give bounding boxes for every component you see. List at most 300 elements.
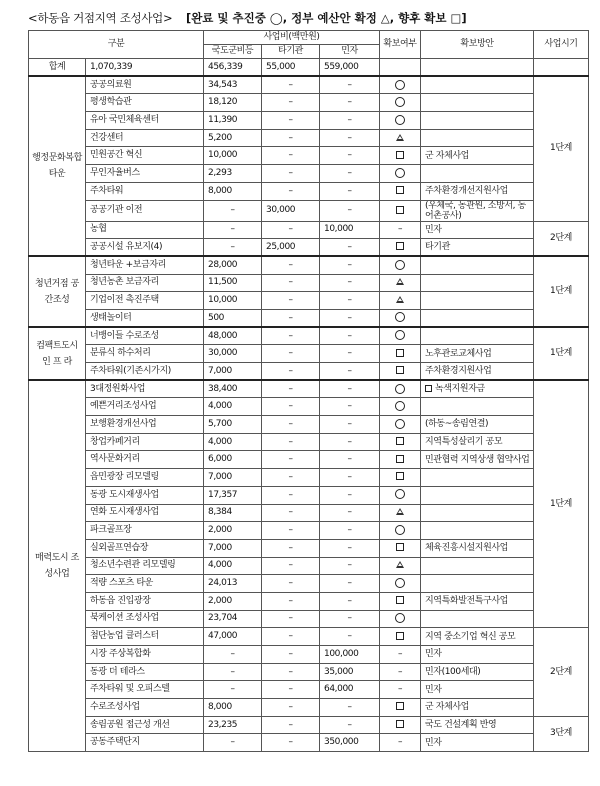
value-other: – xyxy=(262,398,320,416)
value-private: – xyxy=(320,592,380,610)
value-national: 11,500 xyxy=(204,274,262,292)
square-mark-icon xyxy=(396,186,404,194)
group-name: 청년거점 공간조성 xyxy=(29,256,86,327)
secured-mark xyxy=(380,398,421,416)
item-name: 청년농촌 보금자리 xyxy=(86,274,204,292)
table-row xyxy=(29,646,589,664)
budget-table xyxy=(28,30,589,752)
funding-plan-text: 민자(100세대) xyxy=(425,667,481,678)
value-private: 350,000 xyxy=(320,734,380,752)
square-mark-icon xyxy=(396,242,404,250)
heading-legend: [완료 및 추진중 ◯, 정부 예산안 확정 △, 향후 확보 □] xyxy=(185,11,467,25)
square-bullet-icon xyxy=(425,385,432,392)
secured-mark xyxy=(380,433,421,451)
table-row xyxy=(29,416,589,434)
funding-plan-text: 지역특성살리기 공모 xyxy=(425,437,503,448)
table-row xyxy=(29,469,589,487)
circle-mark-icon xyxy=(395,489,405,499)
value-private: – xyxy=(320,363,380,381)
secured-mark xyxy=(380,522,421,540)
item-name: 수로조성사업 xyxy=(86,699,204,717)
value-other: – xyxy=(262,663,320,681)
secured-mark xyxy=(380,610,421,628)
table-row xyxy=(29,663,589,681)
value-national: 47,000 xyxy=(204,628,262,646)
value-other: – xyxy=(262,76,320,94)
circle-mark-icon xyxy=(395,525,405,535)
value-private: – xyxy=(320,504,380,522)
table-row xyxy=(29,451,589,469)
funding-plan xyxy=(421,557,534,575)
square-mark-icon xyxy=(396,472,404,480)
table-row xyxy=(29,274,589,292)
value-other: – xyxy=(262,610,320,628)
value-private: – xyxy=(320,716,380,734)
secured-mark xyxy=(380,486,421,504)
table-row xyxy=(29,327,589,345)
item-name: 적량 스포츠 타운 xyxy=(86,575,204,593)
value-national: 7,000 xyxy=(204,539,262,557)
table-row xyxy=(29,486,589,504)
triangle-mark-icon xyxy=(396,296,404,303)
table-row xyxy=(29,256,589,274)
value-national: 8,000 xyxy=(204,182,262,200)
triangle-mark-icon xyxy=(396,134,404,141)
phase-label: 1단계 xyxy=(534,256,589,327)
total-label: 합계 xyxy=(29,59,86,77)
square-mark-icon xyxy=(396,455,404,463)
triangle-mark-icon xyxy=(396,278,404,285)
funding-plan xyxy=(421,363,534,381)
group-name: 매력도시 조성사업 xyxy=(29,380,86,751)
item-name: 공동주택단지 xyxy=(86,734,204,752)
secured-mark xyxy=(380,699,421,717)
funding-plan xyxy=(421,380,534,398)
secured-mark xyxy=(380,200,421,221)
table-row xyxy=(29,309,589,327)
value-private: – xyxy=(320,575,380,593)
value-national: 7,000 xyxy=(204,469,262,487)
value-other: – xyxy=(262,380,320,398)
phase-label: 1단계 xyxy=(534,76,589,221)
value-private: – xyxy=(320,309,380,327)
item-name: 첨단농업 클러스터 xyxy=(86,628,204,646)
square-mark-icon xyxy=(396,720,404,728)
circle-mark-icon xyxy=(395,401,405,411)
value-private: – xyxy=(320,147,380,165)
funding-plan xyxy=(421,663,534,681)
value-private: – xyxy=(320,469,380,487)
secured-mark xyxy=(380,292,421,310)
circle-mark-icon xyxy=(395,115,405,125)
item-name: 청소년수련관 리모델링 xyxy=(86,557,204,575)
secured-mark xyxy=(380,129,421,147)
value-other: – xyxy=(262,646,320,664)
secured-mark xyxy=(380,416,421,434)
funding-plan-text: 지역특화발전특구사업 xyxy=(425,596,508,607)
table-row xyxy=(29,628,589,646)
funding-plan-text: 국도 건설계획 반영 xyxy=(425,720,497,731)
item-name: 농협 xyxy=(86,221,204,239)
table-row xyxy=(29,112,589,130)
funding-plan xyxy=(421,451,534,469)
value-other: – xyxy=(262,716,320,734)
table-row xyxy=(29,557,589,575)
funding-plan xyxy=(421,734,534,752)
value-national: 4,000 xyxy=(204,557,262,575)
funding-plan xyxy=(421,575,534,593)
value-other: 25,000 xyxy=(262,239,320,257)
funding-plan-text: 주차환경지원사업 xyxy=(425,366,492,377)
square-mark-icon xyxy=(396,702,404,710)
funding-plan xyxy=(421,239,534,257)
secured-mark: – xyxy=(380,663,421,681)
item-name: 공공기관 이전 xyxy=(86,200,204,221)
value-other: – xyxy=(262,147,320,165)
secured-mark: – xyxy=(380,734,421,752)
item-name: 역사문화거리 xyxy=(86,451,204,469)
value-other: – xyxy=(262,129,320,147)
value-private: – xyxy=(320,327,380,345)
value-other: – xyxy=(262,345,320,363)
value-other: – xyxy=(262,182,320,200)
value-other: – xyxy=(262,592,320,610)
value-national: 7,000 xyxy=(204,363,262,381)
circle-mark-icon xyxy=(395,80,405,90)
value-national: 4,000 xyxy=(204,398,262,416)
value-other: – xyxy=(262,433,320,451)
item-name: 예쁜거리조성사업 xyxy=(86,398,204,416)
group-name: 행정문화복합타운 xyxy=(29,76,86,256)
value-private: – xyxy=(320,165,380,183)
total-private: 559,000 xyxy=(320,59,380,77)
secured-mark xyxy=(380,165,421,183)
secured-mark xyxy=(380,380,421,398)
table-row xyxy=(29,221,589,239)
value-national: – xyxy=(204,221,262,239)
funding-plan xyxy=(421,200,534,221)
item-name: 주차타워(기존시가지) xyxy=(86,363,204,381)
item-name: 보행환경개선사업 xyxy=(86,416,204,434)
item-name: 주차타워 및 오피스텔 xyxy=(86,681,204,699)
funding-plan-text: 군 자체사업 xyxy=(425,150,469,161)
square-mark-icon xyxy=(396,596,404,604)
funding-plan-text: 노후관로교체사업 xyxy=(425,348,492,359)
item-name: 유아 국민체육센터 xyxy=(86,112,204,130)
value-private: 35,000 xyxy=(320,663,380,681)
value-private: – xyxy=(320,539,380,557)
funding-plan xyxy=(421,221,534,239)
item-name: 주차타워 xyxy=(86,182,204,200)
value-other: – xyxy=(262,522,320,540)
funding-plan xyxy=(421,182,534,200)
funding-plan xyxy=(421,628,534,646)
secured-mark: – xyxy=(380,681,421,699)
value-other: – xyxy=(262,309,320,327)
value-national: – xyxy=(204,646,262,664)
funding-plan xyxy=(421,94,534,112)
heading-title: <하동읍 거점지역 조성사업> xyxy=(28,11,173,25)
square-mark-icon xyxy=(396,632,404,640)
value-private: – xyxy=(320,200,380,221)
value-private: – xyxy=(320,451,380,469)
table-row xyxy=(29,129,589,147)
funding-plan xyxy=(421,504,534,522)
document-heading xyxy=(28,10,588,26)
value-private: 100,000 xyxy=(320,646,380,664)
table-row xyxy=(29,504,589,522)
value-other: – xyxy=(262,504,320,522)
secured-mark xyxy=(380,363,421,381)
item-name: 3대정원화사업 xyxy=(86,380,204,398)
secured-mark xyxy=(380,327,421,345)
secured-mark: – xyxy=(380,646,421,664)
item-name: 너뱅이들 수로조성 xyxy=(86,327,204,345)
circle-mark-icon xyxy=(395,330,405,340)
funding-plan xyxy=(421,522,534,540)
funding-plan-text: 주차환경개선지원사업 xyxy=(425,186,508,197)
value-private: – xyxy=(320,112,380,130)
value-other: – xyxy=(262,628,320,646)
secured-mark: – xyxy=(380,221,421,239)
secured-mark xyxy=(380,76,421,94)
item-name: 청년타운 +보금자리 xyxy=(86,256,204,274)
value-national: 10,000 xyxy=(204,147,262,165)
item-name: 연화 도시재생사업 xyxy=(86,504,204,522)
circle-mark-icon xyxy=(395,97,405,107)
value-private: – xyxy=(320,522,380,540)
value-other: – xyxy=(262,451,320,469)
funding-plan xyxy=(421,646,534,664)
item-name: 하동읍 진입광장 xyxy=(86,592,204,610)
value-other: – xyxy=(262,734,320,752)
triangle-mark-icon xyxy=(396,561,404,568)
funding-plan xyxy=(421,129,534,147)
funding-plan xyxy=(421,274,534,292)
total-secured xyxy=(380,59,421,77)
value-national: 8,384 xyxy=(204,504,262,522)
table-row xyxy=(29,681,589,699)
value-private: – xyxy=(320,292,380,310)
phase-label: 3단계 xyxy=(534,716,589,751)
value-national: 24,013 xyxy=(204,575,262,593)
value-other: – xyxy=(262,274,320,292)
value-private: – xyxy=(320,398,380,416)
funding-plan-text: 체육진흥시설지원사업 xyxy=(425,543,508,554)
secured-mark xyxy=(380,539,421,557)
value-other: – xyxy=(262,363,320,381)
value-national: 11,390 xyxy=(204,112,262,130)
item-name: 건강센터 xyxy=(86,129,204,147)
table-row xyxy=(29,292,589,310)
value-national: 4,000 xyxy=(204,433,262,451)
square-mark-icon xyxy=(396,151,404,159)
total-row xyxy=(29,59,589,77)
item-name: 분류식 하수처리 xyxy=(86,345,204,363)
value-private: 10,000 xyxy=(320,221,380,239)
secured-mark xyxy=(380,112,421,130)
table-row xyxy=(29,345,589,363)
item-name: 시장 주상복합화 xyxy=(86,646,204,664)
circle-mark-icon xyxy=(395,578,405,588)
value-national: 38,400 xyxy=(204,380,262,398)
value-other: – xyxy=(262,539,320,557)
item-name: 공공시설 유보지(4) xyxy=(86,239,204,257)
value-private: – xyxy=(320,239,380,257)
funding-plan xyxy=(421,610,534,628)
triangle-mark-icon xyxy=(396,508,404,515)
funding-plan-text: 지역 중소기업 혁신 공모 xyxy=(425,631,516,642)
value-national: – xyxy=(204,200,262,221)
circle-mark-icon xyxy=(395,168,405,178)
value-private: – xyxy=(320,628,380,646)
value-other: – xyxy=(262,112,320,130)
secured-mark xyxy=(380,628,421,646)
item-name: 읍민광장 리모델링 xyxy=(86,469,204,487)
funding-plan xyxy=(421,433,534,451)
phase-label: 1단계 xyxy=(534,380,589,628)
item-name: 북케이션 조성사업 xyxy=(86,610,204,628)
phase-label: 2단계 xyxy=(534,628,589,716)
secured-mark xyxy=(380,469,421,487)
total-national: 456,339 xyxy=(204,59,262,77)
circle-mark-icon xyxy=(395,260,405,270)
table-row xyxy=(29,539,589,557)
table-row xyxy=(29,610,589,628)
value-national: 30,000 xyxy=(204,345,262,363)
funding-plan xyxy=(421,699,534,717)
item-name: 동광 도시재생사업 xyxy=(86,486,204,504)
value-national: 18,120 xyxy=(204,94,262,112)
total-plan xyxy=(421,59,534,77)
value-other: – xyxy=(262,416,320,434)
header-budget: 사업비(백만원) xyxy=(204,31,380,45)
table-row xyxy=(29,165,589,183)
funding-plan xyxy=(421,147,534,165)
value-national: 6,000 xyxy=(204,451,262,469)
funding-plan-text: 녹색지원자금 xyxy=(435,384,485,395)
table-row xyxy=(29,94,589,112)
secured-mark xyxy=(380,345,421,363)
header-plan: 확보방안 xyxy=(421,31,534,59)
value-private: – xyxy=(320,94,380,112)
funding-plan xyxy=(421,681,534,699)
funding-plan xyxy=(421,165,534,183)
header-phase: 사업시기 xyxy=(534,31,589,59)
phase-label: 1단계 xyxy=(534,327,589,380)
value-private: 64,000 xyxy=(320,681,380,699)
value-other: – xyxy=(262,575,320,593)
value-national: 5,200 xyxy=(204,129,262,147)
value-national: 48,000 xyxy=(204,327,262,345)
value-private: – xyxy=(320,557,380,575)
item-name: 파크골프장 xyxy=(86,522,204,540)
header-private: 민자 xyxy=(320,45,380,59)
table-row xyxy=(29,699,589,717)
table-row xyxy=(29,398,589,416)
value-private: – xyxy=(320,182,380,200)
item-name: 민원공간 혁신 xyxy=(86,147,204,165)
square-mark-icon xyxy=(396,366,404,374)
value-private: – xyxy=(320,380,380,398)
secured-mark xyxy=(380,94,421,112)
value-private: – xyxy=(320,274,380,292)
funding-plan xyxy=(421,112,534,130)
header-category: 구분 xyxy=(29,31,204,59)
table-row xyxy=(29,522,589,540)
funding-plan-text: 민자 xyxy=(425,224,442,235)
item-name: 실외골프연습장 xyxy=(86,539,204,557)
value-other: – xyxy=(262,256,320,274)
funding-plan-text: 타기관 xyxy=(425,242,450,253)
circle-mark-icon xyxy=(395,384,405,394)
table-row xyxy=(29,239,589,257)
item-name: 평생학습관 xyxy=(86,94,204,112)
funding-plan xyxy=(421,292,534,310)
value-national: – xyxy=(204,239,262,257)
circle-mark-icon xyxy=(395,419,405,429)
secured-mark xyxy=(380,182,421,200)
square-mark-icon xyxy=(396,437,404,445)
value-other: 30,000 xyxy=(262,200,320,221)
value-other: – xyxy=(262,699,320,717)
funding-plan xyxy=(421,76,534,94)
table-row xyxy=(29,76,589,94)
table-row xyxy=(29,147,589,165)
funding-plan xyxy=(421,309,534,327)
header-other: 타기관 xyxy=(262,45,320,59)
funding-plan xyxy=(421,345,534,363)
secured-mark xyxy=(380,451,421,469)
secured-mark xyxy=(380,309,421,327)
item-name: 송림공원 접근성 개선 xyxy=(86,716,204,734)
value-national: 5,700 xyxy=(204,416,262,434)
secured-mark xyxy=(380,575,421,593)
value-national: – xyxy=(204,681,262,699)
value-national: – xyxy=(204,734,262,752)
value-other: – xyxy=(262,681,320,699)
table-row xyxy=(29,200,589,221)
value-other: – xyxy=(262,327,320,345)
secured-mark xyxy=(380,274,421,292)
funding-plan xyxy=(421,398,534,416)
circle-mark-icon xyxy=(395,312,405,322)
funding-plan xyxy=(421,486,534,504)
funding-plan xyxy=(421,592,534,610)
funding-plan-text: (하동~송림연결) xyxy=(425,419,489,430)
value-national: 500 xyxy=(204,309,262,327)
value-private: – xyxy=(320,486,380,504)
funding-plan xyxy=(421,539,534,557)
value-other: – xyxy=(262,221,320,239)
square-mark-icon xyxy=(396,349,404,357)
secured-mark xyxy=(380,147,421,165)
value-private: – xyxy=(320,433,380,451)
value-other: – xyxy=(262,486,320,504)
value-national: 2,000 xyxy=(204,592,262,610)
value-other: – xyxy=(262,94,320,112)
value-private: – xyxy=(320,129,380,147)
secured-mark xyxy=(380,239,421,257)
value-national: 10,000 xyxy=(204,292,262,310)
item-name: 무인자율버스 xyxy=(86,165,204,183)
item-name: 창업카페거리 xyxy=(86,433,204,451)
item-name: 기업이전 촉진주택 xyxy=(86,292,204,310)
value-national: 28,000 xyxy=(204,256,262,274)
secured-mark xyxy=(380,557,421,575)
value-private: – xyxy=(320,256,380,274)
header-national: 국도군비등 xyxy=(204,45,262,59)
